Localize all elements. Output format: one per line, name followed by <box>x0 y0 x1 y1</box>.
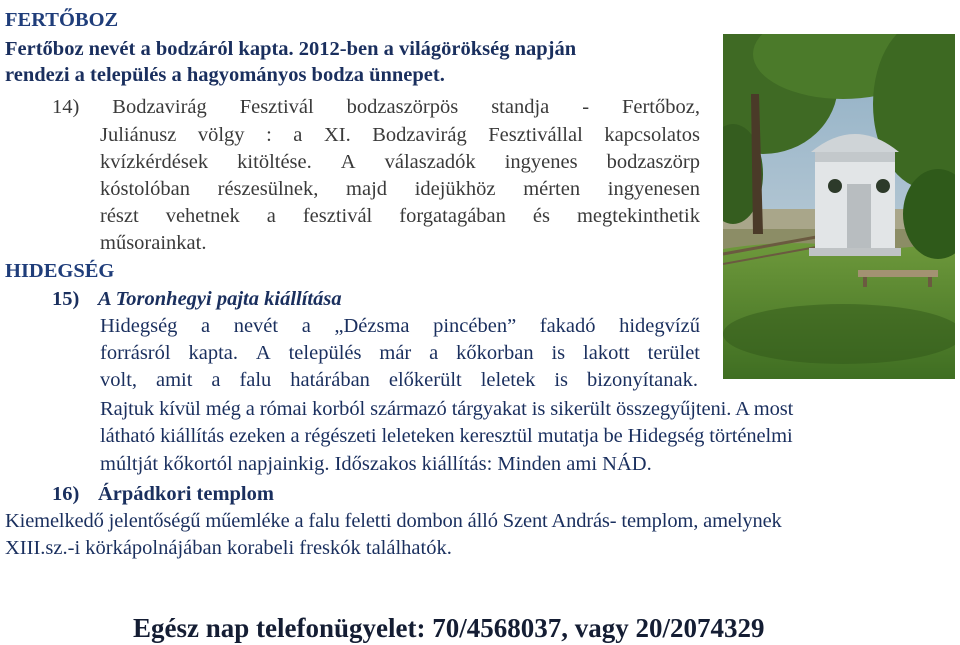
phone-hotline: Egész nap telefonügyelet: 70/4568037, vagy 20/2074329 <box>133 613 765 643</box>
word: kitöltése. <box>237 151 312 173</box>
word: a <box>429 342 439 364</box>
item15-line6: múltját kőkortól napjainkig. Időszakos kiállítás: Minden ami NÁD. <box>100 453 652 475</box>
word: részesülnek, <box>217 178 319 200</box>
item14-line3 <box>100 148 700 177</box>
word: kapta. <box>188 342 239 364</box>
word: bodzaszörpös <box>346 96 459 118</box>
word: A <box>340 151 356 173</box>
word: pincében” <box>433 315 517 337</box>
item14-line1 <box>52 93 700 122</box>
word: fesztivál <box>302 205 373 227</box>
word: is <box>554 369 568 391</box>
item16-number: 16) <box>52 483 80 505</box>
word: völgy <box>197 124 245 146</box>
word: vehetnek <box>165 205 240 227</box>
word: határában <box>290 369 370 391</box>
fertoboz-heading: FERTŐBOZ <box>5 9 119 31</box>
item16-title: Árpádkori templom <box>98 483 274 505</box>
word: A <box>255 342 271 364</box>
word: XI. <box>323 124 351 146</box>
word: standja <box>491 96 550 118</box>
item15-line5: látható kiállítás ezeken a régészeti leleteken keresztül mutatja be Hidegség történelmi <box>100 425 793 447</box>
word: forgatagában <box>399 205 506 227</box>
item15-title: A Toronhegyi pajta kiállítása <box>98 288 342 310</box>
word: leletek <box>480 369 536 391</box>
word: falu <box>239 369 272 391</box>
word: kvízkérdések <box>100 151 209 173</box>
hidegseg-heading: HIDEGSÉG <box>5 260 115 282</box>
word: a <box>293 124 303 146</box>
word: is <box>551 342 566 364</box>
word: válaszadók <box>384 151 476 173</box>
item14-line4 <box>100 175 700 204</box>
fertoboz-intro-line2: rendezi a település a hagyományos bodza ünnepet. <box>5 64 445 86</box>
word: előkerült <box>388 369 462 391</box>
word: már <box>379 342 412 364</box>
word: település <box>288 342 362 364</box>
word: fakadó <box>539 315 596 337</box>
word: kapcsolatos <box>604 124 700 146</box>
fertoboz-intro-line1: Fertőboz nevét a bodzáról kapta. 2012-ben a világörökség napján <box>5 38 577 60</box>
item14-line6: műsorainkat. <box>100 232 207 254</box>
word: kóstolóban <box>100 178 190 200</box>
item15-line3 <box>100 366 698 395</box>
word: „Dézsma <box>334 315 410 337</box>
word: Hidegség <box>100 315 178 337</box>
word: Juliánusz <box>100 124 177 146</box>
word: amit <box>155 369 193 391</box>
word: bizonyítanak. <box>586 369 698 391</box>
item15-number: 15) <box>52 288 80 310</box>
word: részt <box>100 205 139 227</box>
word: majd <box>346 178 388 200</box>
word: Fesztivállal <box>488 124 583 146</box>
word: kőkorban <box>456 342 534 364</box>
word: ingyenes <box>504 151 578 173</box>
word: Bodzavirág <box>372 124 467 146</box>
word: és <box>532 205 550 227</box>
word: : <box>266 124 272 146</box>
item15-line4: Rajtuk kívül még a római korból származó tárgyakat is sikerült összegyűjteni. A most <box>100 398 794 420</box>
word: terület <box>647 342 700 364</box>
item15-line1 <box>100 312 700 341</box>
word: a <box>211 369 221 391</box>
word: forrásról <box>100 342 171 364</box>
word: - <box>582 96 590 118</box>
word: volt, <box>100 369 138 391</box>
item15-line2 <box>100 339 700 368</box>
word: a <box>201 315 211 337</box>
word: bodzaszörp <box>606 151 700 173</box>
word: mérten <box>523 178 581 200</box>
word: a <box>301 315 311 337</box>
item14-line5 <box>100 202 700 231</box>
gazebo-photo <box>723 34 955 379</box>
item16-line1: Kiemelkedő jelentőségű műemléke a falu feletti dombon álló Szent András- templom, amelynek <box>5 510 782 532</box>
word: Fesztivál <box>239 96 314 118</box>
item16-line2: XIII.sz.-i körkápolnájában korabeli freskók találhatók. <box>5 537 452 559</box>
word: ingyenesen <box>607 178 700 200</box>
item14-line2 <box>100 121 700 150</box>
word: Bodzavirág <box>112 96 207 118</box>
word: hidegvízű <box>619 315 700 337</box>
word: a <box>266 205 276 227</box>
word: Fertőboz, <box>621 96 700 118</box>
word: lakott <box>583 342 630 364</box>
word: 14) <box>52 96 80 118</box>
word: nevét <box>233 315 279 337</box>
word: megtekinthetik <box>576 205 700 227</box>
word: idejükhöz <box>414 178 496 200</box>
